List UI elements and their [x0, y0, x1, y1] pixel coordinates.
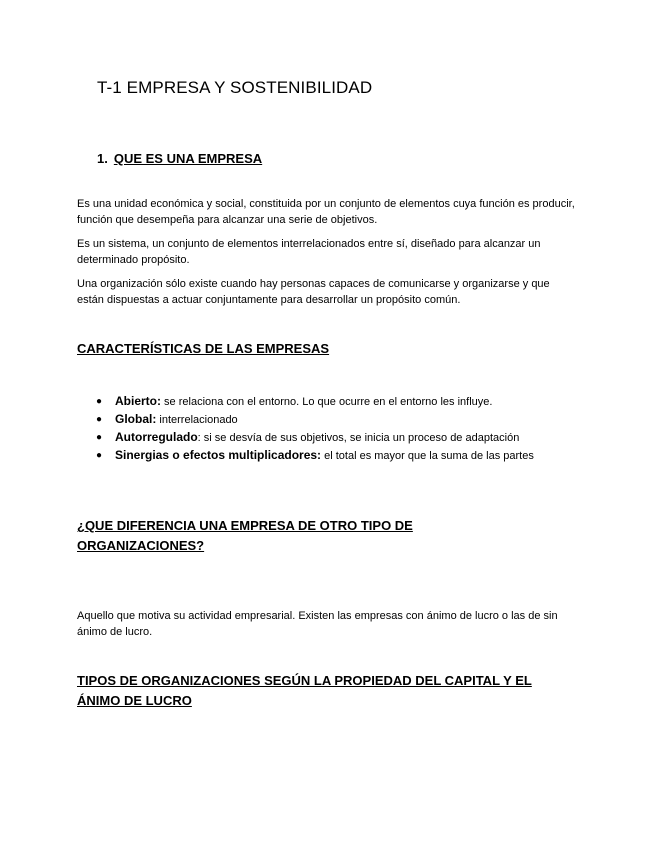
bullet-icon: ●: [96, 432, 103, 443]
list-item-term: Abierto:: [115, 394, 161, 408]
list-item-text: el total es mayor que la suma de las partes: [321, 450, 534, 462]
section-heading-que-es-una-empresa: [97, 151, 262, 166]
section-number: 1.: [97, 151, 108, 166]
paragraph-definition-2: Es un sistema, un conjunto de elementos interrelacionados entre sí, diseñado para alcanzar un determinado propósito.: [77, 238, 541, 266]
list-item-term: Autorregulado: [115, 430, 198, 444]
list-item-term: Global:: [115, 412, 157, 426]
list-item-term: Sinergias o efectos multiplicadores:: [115, 448, 322, 462]
bullet-icon: ●: [96, 396, 103, 407]
list-item-text: interrelacionado: [156, 414, 238, 426]
document-title: T-1 EMPRESA Y SOSTENIBILIDAD: [97, 78, 373, 97]
list-item-text: : si se desvía de sus objetivos, se inicia un proceso de adaptación: [197, 432, 520, 444]
paragraph-diferencia: Aquello que motiva su actividad empresarial. Existen las empresas con ánimo de lucro o las de sin ánimo de lucro.: [77, 610, 558, 638]
section-heading-tipos-organizaciones: TIPOS DE ORGANIZACIONES SEGÚN LA PROPIEDAD DEL CAPITAL Y EL ÁNIMO DE LUCRO: [77, 673, 532, 708]
bullet-icon: ●: [96, 414, 103, 425]
bullet-icon: ●: [96, 450, 103, 461]
list-item: [96, 411, 566, 429]
section-heading-caracteristicas: CARACTERÍSTICAS DE LAS EMPRESAS: [77, 341, 330, 356]
list-item-text: se relaciona con el entorno. Lo que ocurre en el entorno les influye.: [161, 396, 493, 408]
paragraph-definition-1: Es una unidad económica y social, constituida por un conjunto de elementos cuya función es producir, función que desempeña para alcanzar una serie de objetivos.: [77, 198, 575, 226]
section-heading-text: QUE ES UNA EMPRESA: [113, 151, 263, 166]
paragraph-definition-3: Una organización sólo existe cuando hay personas capaces de comunicarse y organizarse y que están dispuestas a actuar conjuntamente para desarrollar un propósito común.: [77, 278, 550, 306]
list-item: [96, 393, 566, 411]
list-item: [96, 447, 566, 465]
characteristics-list: [96, 393, 566, 465]
section-heading-diferencia: ¿QUE DIFERENCIA UNA EMPRESA DE OTRO TIPO DE ORGANIZACIONES?: [77, 518, 413, 553]
list-item: [96, 429, 566, 447]
